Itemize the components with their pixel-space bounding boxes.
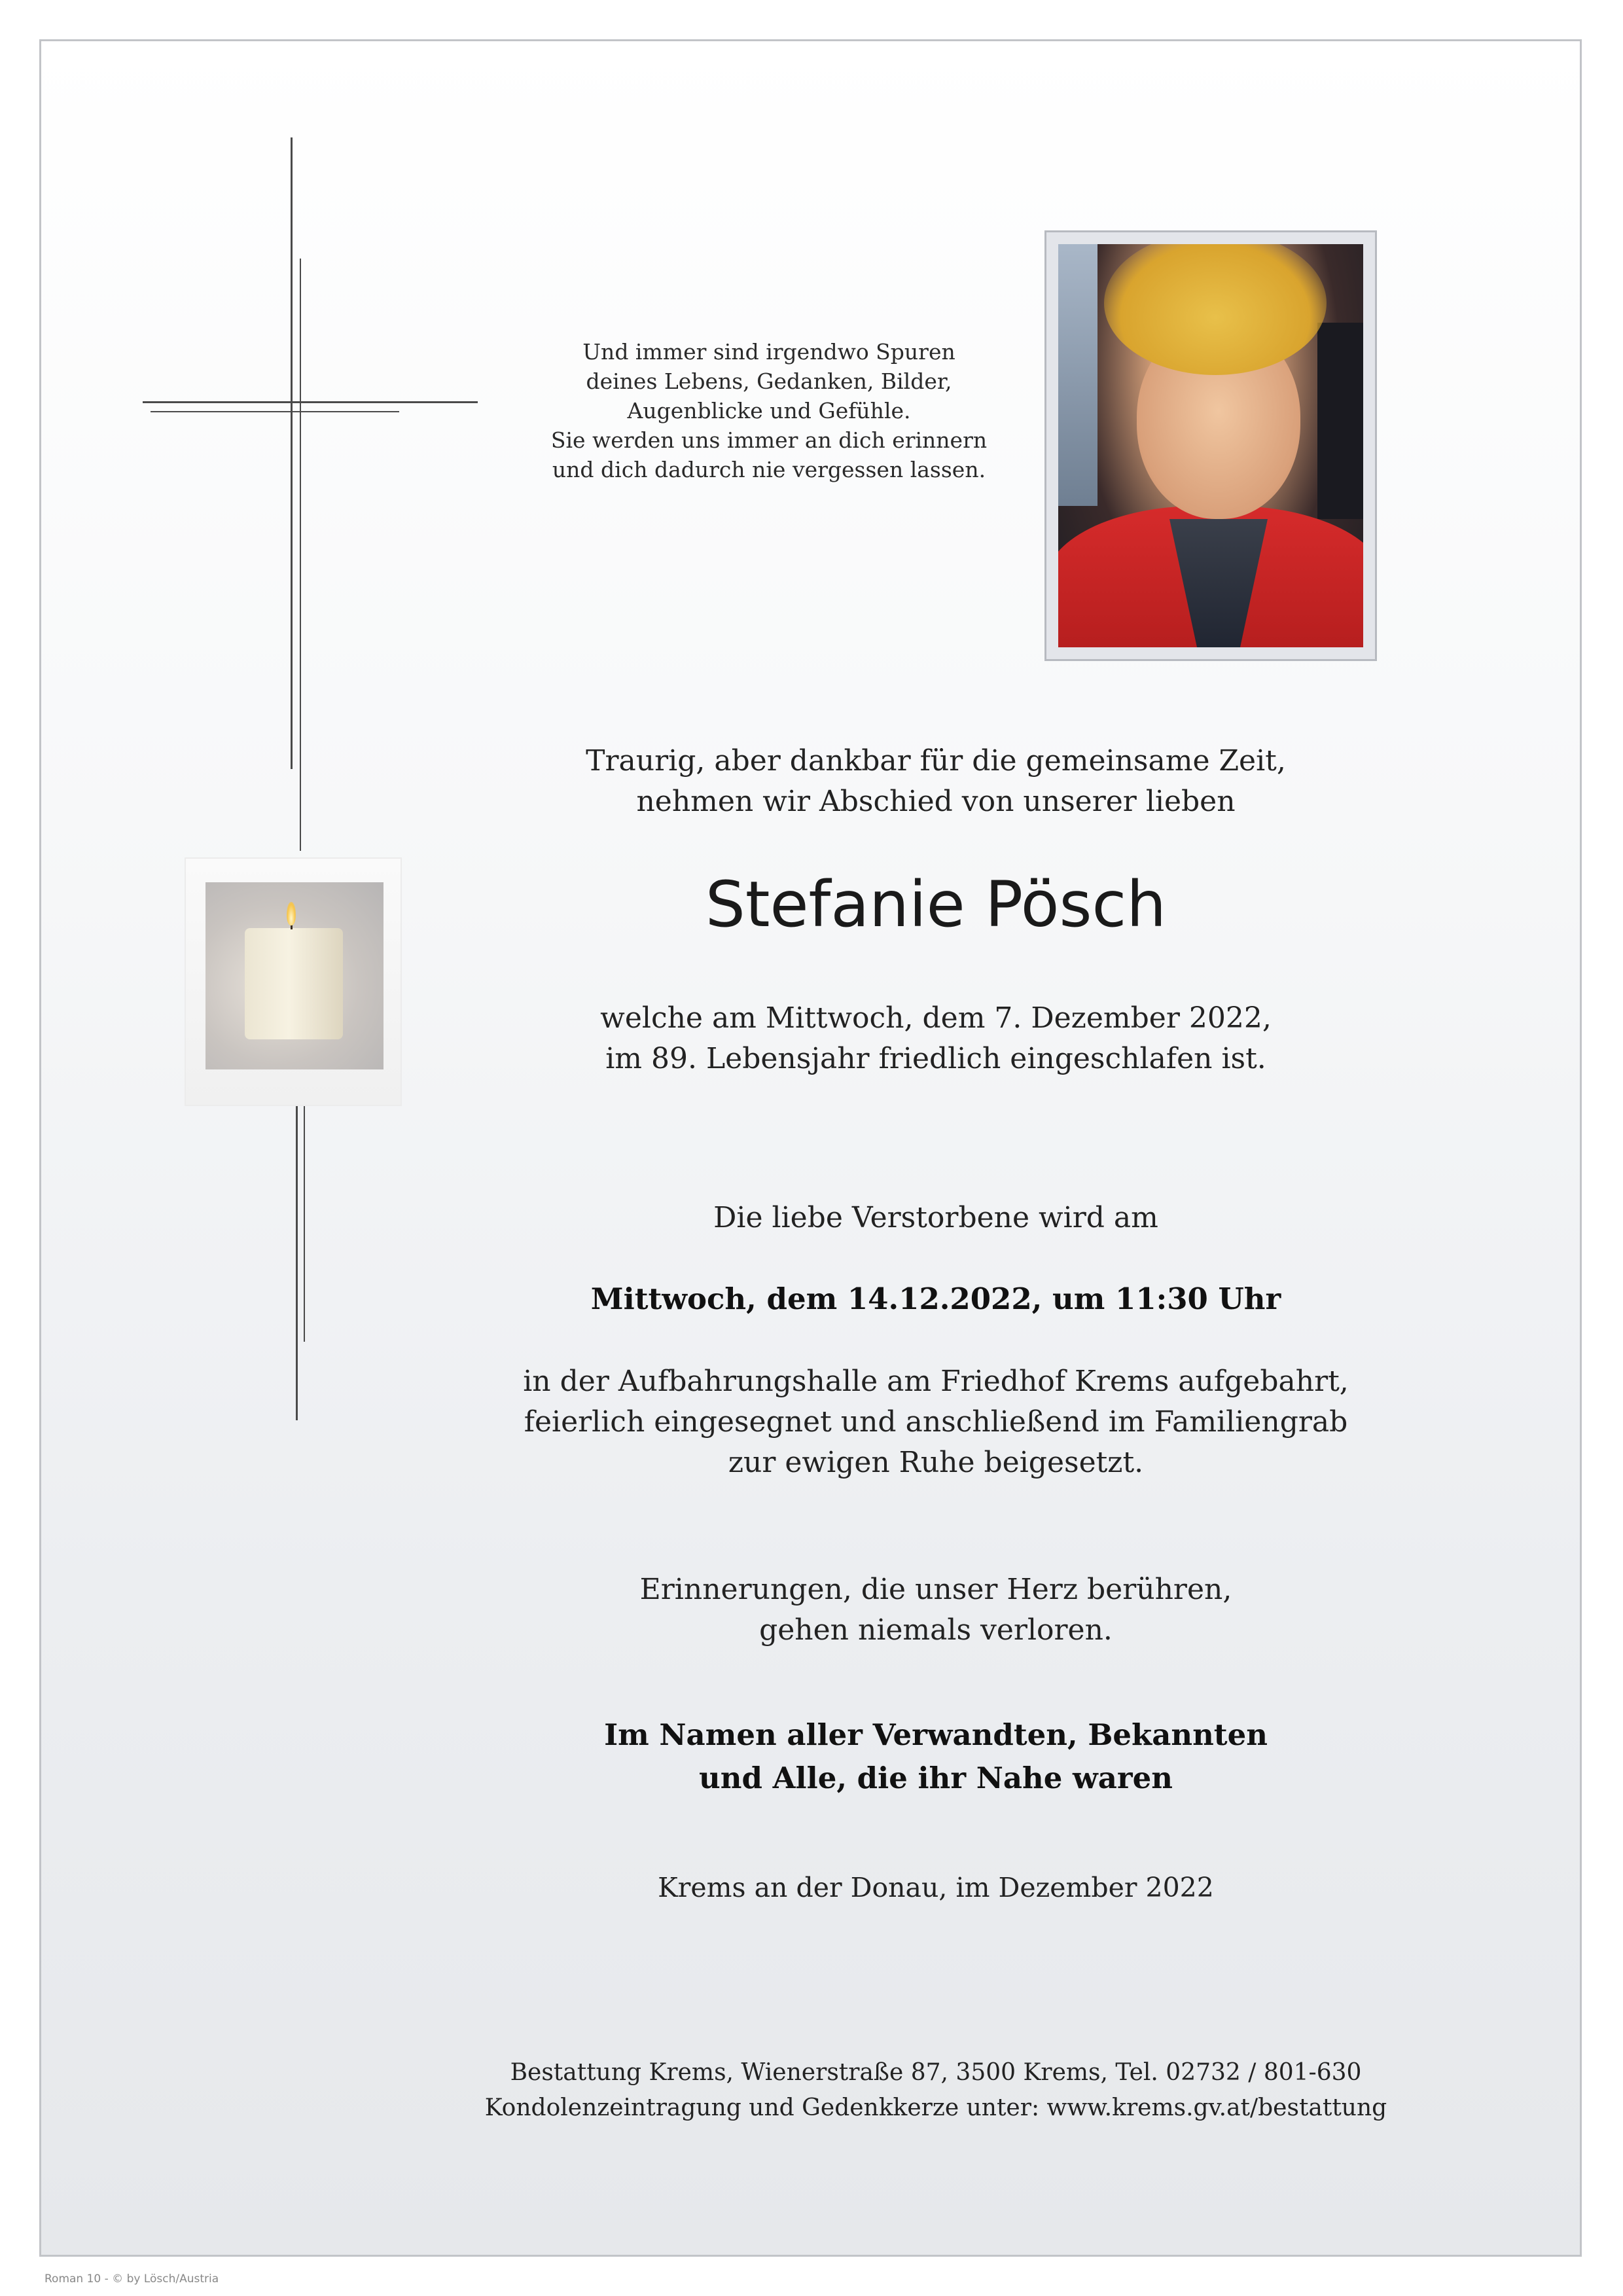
verse-line: Augenblicke und Gefühle. [627, 398, 911, 423]
candle-flame [287, 902, 296, 925]
intro-line: nehmen wir Abschied von unserer lieben [636, 785, 1236, 818]
footer-line: Kondolenzeintragung und Gedenkkerze unter: www.krems.gv.at/bestattung [484, 2094, 1387, 2121]
funeral-details-line: zur ewigen Ruhe beigesetzt. [728, 1446, 1144, 1479]
cross-vertical-line [304, 1106, 305, 1342]
portrait-photo [1058, 244, 1363, 647]
verse-line: Und immer sind irgendwo Spuren [582, 339, 955, 365]
place-date: Krems an der Donau, im Dezember 2022 [658, 1872, 1214, 1903]
family-line: Im Namen aller Verwandten, Bekannten [604, 1717, 1268, 1752]
portrait-frame [1044, 230, 1377, 661]
candle-icon [185, 857, 402, 1106]
candle-body [245, 928, 343, 1039]
funeral-details-line: feierlich eingesegnet und anschließend im Familiengrab [524, 1405, 1348, 1439]
quote-line: gehen niemals verloren. [759, 1613, 1113, 1647]
cross-horizontal-line [143, 401, 478, 403]
cross-vertical-line [291, 137, 293, 769]
photo-background [1317, 323, 1363, 519]
death-info-line: welche am Mittwoch, dem 7. Dezember 2022, [600, 1001, 1272, 1035]
cross-vertical-line [300, 259, 301, 851]
family-signature [425, 1713, 1446, 1800]
family-line: und Alle, die ihr Nahe waren [699, 1761, 1173, 1795]
photo-hair [1104, 244, 1327, 375]
footer-line: Bestattung Krems, Wienerstraße 87, 3500 Krems, Tel. 02732 / 801-630 [510, 2059, 1362, 2086]
funeral-date: Mittwoch, dem 14.12.2022, um 11:30 Uhr [590, 1282, 1281, 1316]
funeral-details [425, 1361, 1446, 1483]
candle-image [205, 882, 383, 1069]
cross-horizontal-line [151, 411, 399, 412]
copyright-note: Roman 10 - © by Lösch/Austria [45, 2272, 219, 2286]
cross-vertical-line [296, 1106, 298, 1420]
funeral-lead: Die liebe Verstorbene wird am [713, 1201, 1158, 1234]
verse-line: Sie werden uns immer an dich erinnern [550, 427, 988, 453]
intro-line: Traurig, aber dankbar für die gemeinsame Zeit, [586, 744, 1286, 778]
funeral-home-footer [425, 2055, 1446, 2126]
photo-background-window [1058, 244, 1097, 506]
death-info-line: im 89. Lebensjahr friedlich eingeschlafen ist. [605, 1042, 1266, 1075]
funeral-details-line: in der Aufbahrungshalle am Friedhof Krems aufgebahrt, [523, 1365, 1349, 1398]
death-info [425, 998, 1446, 1079]
verse-line: deines Lebens, Gedanken, Bilder, [586, 368, 952, 394]
quote-line: Erinnerungen, die unser Herz berühren, [639, 1573, 1232, 1606]
deceased-name: Stefanie Pösch [705, 868, 1167, 941]
memorial-verse [484, 337, 1054, 484]
memorial-quote [425, 1570, 1446, 1651]
intro-text [425, 741, 1446, 822]
verse-line: und dich dadurch nie vergessen lassen. [552, 457, 986, 482]
